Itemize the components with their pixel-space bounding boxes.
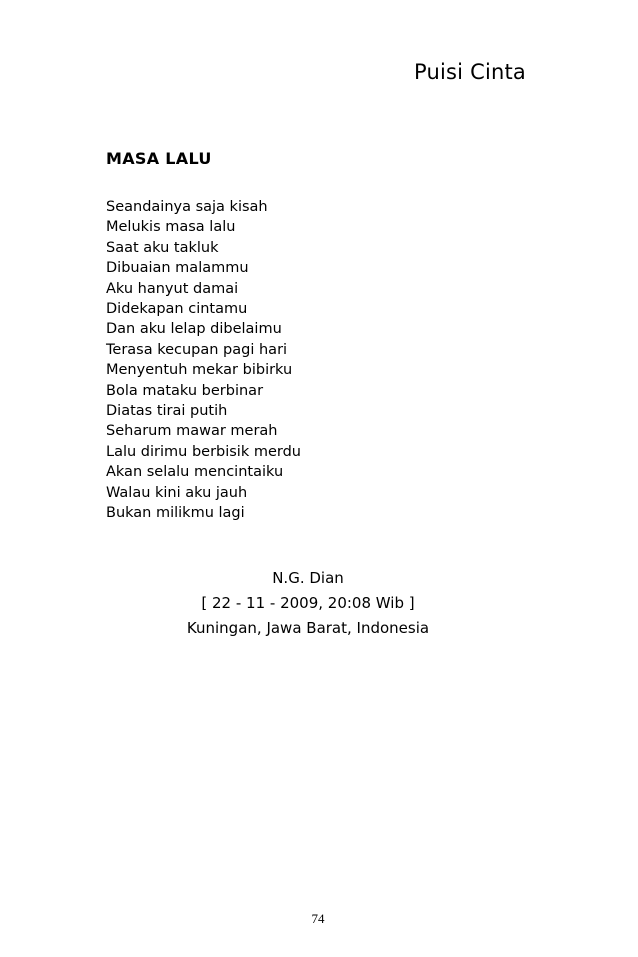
poem-line: Saat aku takluk	[106, 239, 219, 256]
poem-line: Diatas tirai putih	[106, 403, 228, 420]
author-name: N.G. Dian	[272, 569, 344, 587]
signature-block	[0, 566, 638, 641]
poem-line: Aku hanyut damai	[106, 280, 239, 297]
poem-line: Terasa kecupan pagi hari	[106, 341, 288, 358]
poem-body	[106, 197, 301, 524]
date-time: [ 22 - 11 - 2009, 20:08 Wib ]	[201, 594, 415, 612]
poem-line: Dan aku lelap dibelaimu	[106, 321, 282, 338]
poem-line: Bola mataku berbinar	[106, 382, 264, 399]
poem-line: Seharum mawar merah	[106, 423, 278, 440]
location: Kuningan, Jawa Barat, Indonesia	[186, 619, 430, 637]
poem-line: Dibuaian malammu	[106, 260, 249, 277]
page-number: 74	[311, 911, 325, 926]
book-title: Puisi Cinta	[414, 60, 526, 84]
poem-line: Menyentuh mekar bibirku	[106, 362, 293, 379]
poem-line: Melukis masa lalu	[106, 219, 236, 236]
poem-line: Seandainya saja kisah	[106, 199, 268, 215]
poem-title: MASA LALU	[106, 149, 212, 168]
poem-line: Didekapan cintamu	[106, 301, 248, 318]
poem-line: Walau kini aku jauh	[106, 484, 248, 501]
poem-line: Lalu dirimu berbisik merdu	[106, 443, 301, 460]
poem-line: Bukan milikmu lagi	[106, 505, 245, 522]
poem-line: Akan selalu mencintaiku	[106, 464, 284, 481]
